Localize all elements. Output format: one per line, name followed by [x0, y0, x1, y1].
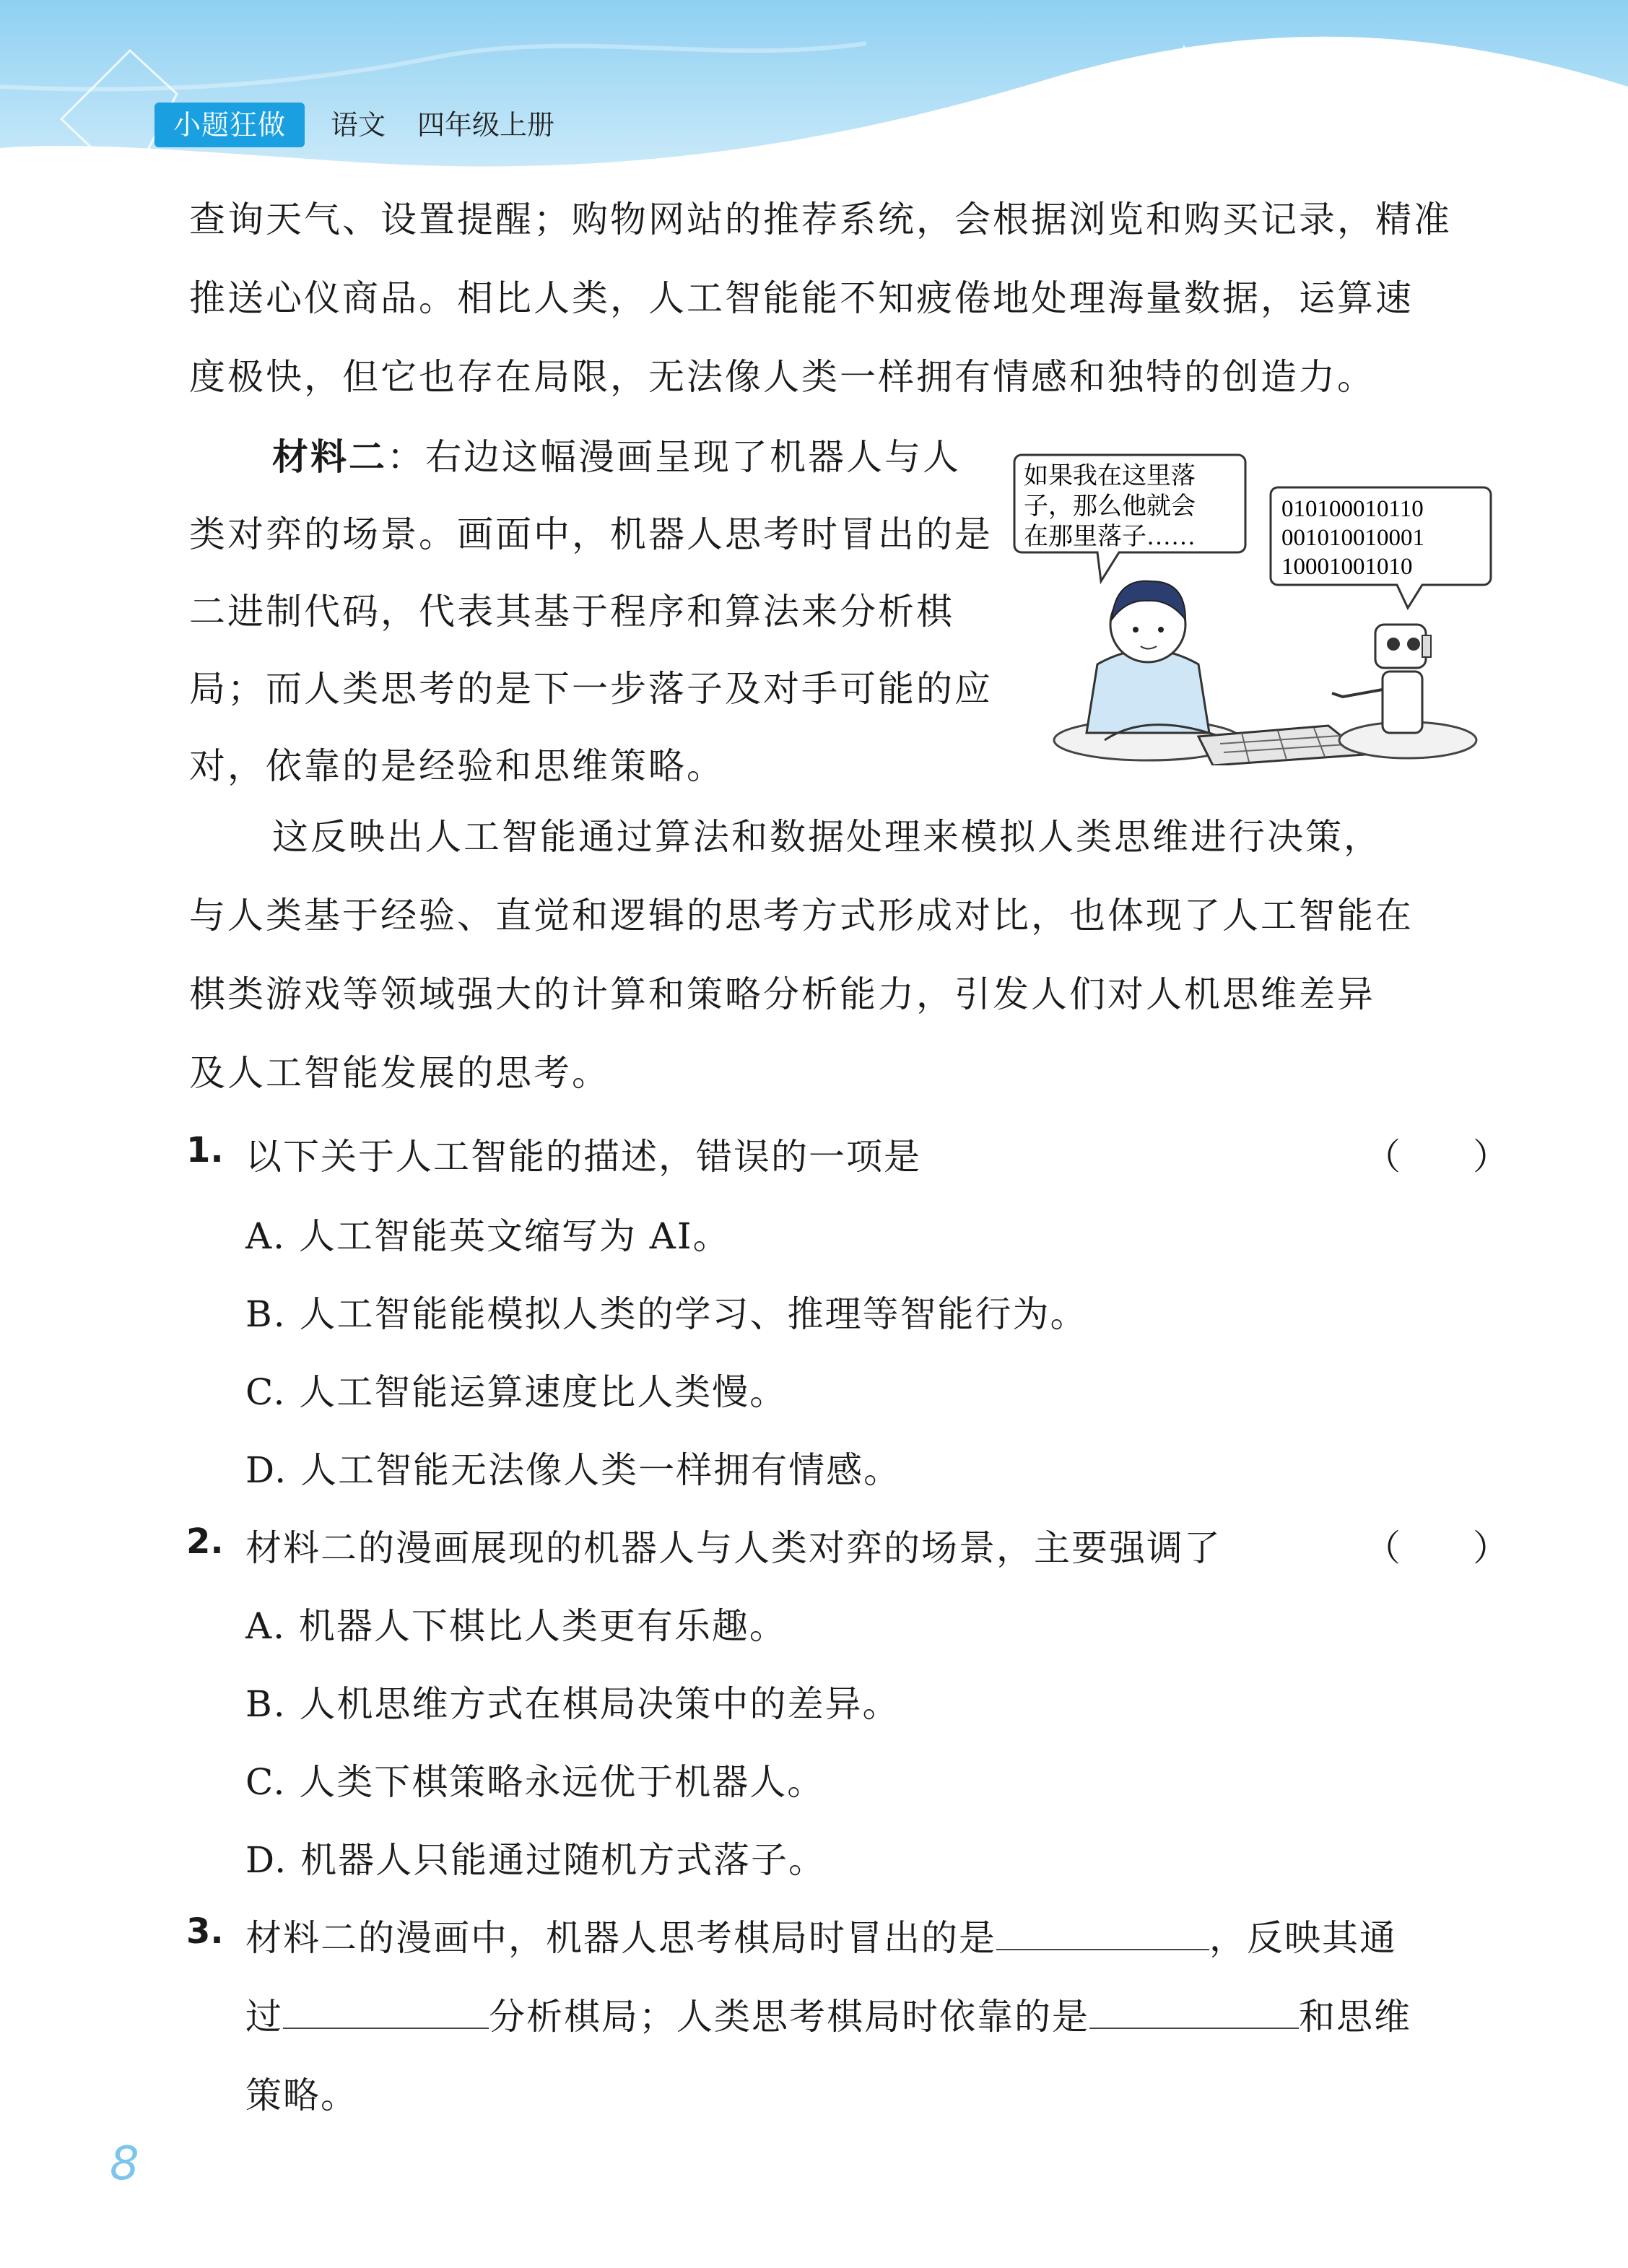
summary-line: 棋类游戏等领域强大的计算和策略分析能力，引发人们对人机思维差异: [189, 973, 1375, 1015]
option-a[interactable]: A. 机器人下棋比人类更有乐趣。: [245, 1605, 787, 1647]
fill-blank-3[interactable]: [1089, 1999, 1299, 2029]
question-number: 1.: [186, 1130, 224, 1170]
question-line-2: [245, 1988, 1411, 2040]
question-text: 分析棋局；人类思考棋局时依靠的是: [489, 1996, 1089, 2038]
option-b[interactable]: B. 人工智能能模拟人类的学习、推理等智能行为。: [245, 1293, 1088, 1335]
option-a[interactable]: A. 人工智能英文缩写为 AI。: [245, 1215, 731, 1257]
option-c[interactable]: C. 人类下棋策略永远优于机器人。: [245, 1761, 825, 1803]
header-grade: 四年级上册: [417, 109, 555, 141]
page-number: 8: [110, 2137, 139, 2191]
option-b[interactable]: B. 人机思维方式在棋局决策中的差异。: [245, 1683, 900, 1725]
question-number: 3.: [186, 1911, 224, 1952]
question-text: ，反映其通: [1209, 1917, 1397, 1959]
intro-line: 推送心仪商品。相比人类，人工智能能不知疲倦地处理海量数据，运算速: [189, 277, 1414, 319]
summary-line: 这反映出人工智能通过算法和数据处理来模拟人类思维进行决策，: [272, 816, 1382, 858]
answer-parentheses[interactable]: （ ）: [1364, 1527, 1509, 1569]
intro-line: 查询天气、设置提醒；购物网站的推荐系统，会根据浏览和购买记录，精准: [189, 199, 1452, 240]
summary-line: 及人工智能发展的思考。: [189, 1052, 610, 1094]
question-text: 以下关于人工智能的描述，错误的一项是: [245, 1136, 921, 1178]
human-bubble-line: 如果我在这里落: [1024, 463, 1196, 490]
robot-bubble-line: 001010010001: [1281, 525, 1424, 551]
option-d[interactable]: D. 机器人只能通过随机方式落子。: [245, 1839, 827, 1881]
question-line-3: 策略。: [245, 2074, 358, 2116]
material2-label: 材料二: [272, 436, 387, 478]
question-line-1: [245, 1909, 1397, 1961]
intro-line: 度极快，但它也存在局限，无法像人类一样拥有情感和独特的创造力。: [189, 356, 1375, 398]
summary-line: 与人类基于经验、直觉和逻辑的思考方式形成对比，也体现了人工智能在: [189, 895, 1414, 937]
header-subject: 语文: [331, 109, 386, 141]
answer-parentheses[interactable]: （ ）: [1364, 1136, 1509, 1178]
material2-text: ：右边这幅漫画呈现了机器人与人类对弈的场景。画面中，机器人思考时冒出的是二进制代码，代表其基于程序和算法来分析棋局；而人类思考的是下一步落子及对手可能的应对，依靠的是经验和思维策略。: [189, 436, 993, 787]
robot-figure: [1332, 625, 1476, 758]
option-d[interactable]: D. 人工智能无法像人类一样拥有情感。: [245, 1449, 902, 1491]
header-badge: 小题狂做: [154, 103, 305, 147]
header-wave-decoration: [0, 0, 1628, 195]
question-text: 材料二的漫画中，机器人思考棋局时冒出的是: [245, 1917, 996, 1959]
boy-figure: [1054, 581, 1242, 760]
fill-blank-1[interactable]: [996, 1920, 1209, 1950]
material2-paragraph: [189, 419, 998, 805]
question-text: 和思维: [1299, 1996, 1411, 2038]
question-number: 2.: [186, 1521, 224, 1562]
human-bubble-line: 在那里落子……: [1024, 523, 1196, 550]
robot-bubble-line: 010100010110: [1281, 496, 1424, 522]
chess-comic-illustration: [1004, 448, 1509, 765]
option-c[interactable]: C. 人工智能运算速度比人类慢。: [245, 1371, 788, 1413]
fill-blank-2[interactable]: [283, 1999, 489, 2029]
human-bubble-line: 子，那么他就会: [1024, 493, 1196, 520]
question-text: 材料二的漫画展现的机器人与人类对弈的场景，主要强调了: [245, 1527, 1222, 1569]
question-text: 过: [245, 1996, 283, 2038]
robot-bubble-line: 10001001010: [1281, 554, 1413, 580]
